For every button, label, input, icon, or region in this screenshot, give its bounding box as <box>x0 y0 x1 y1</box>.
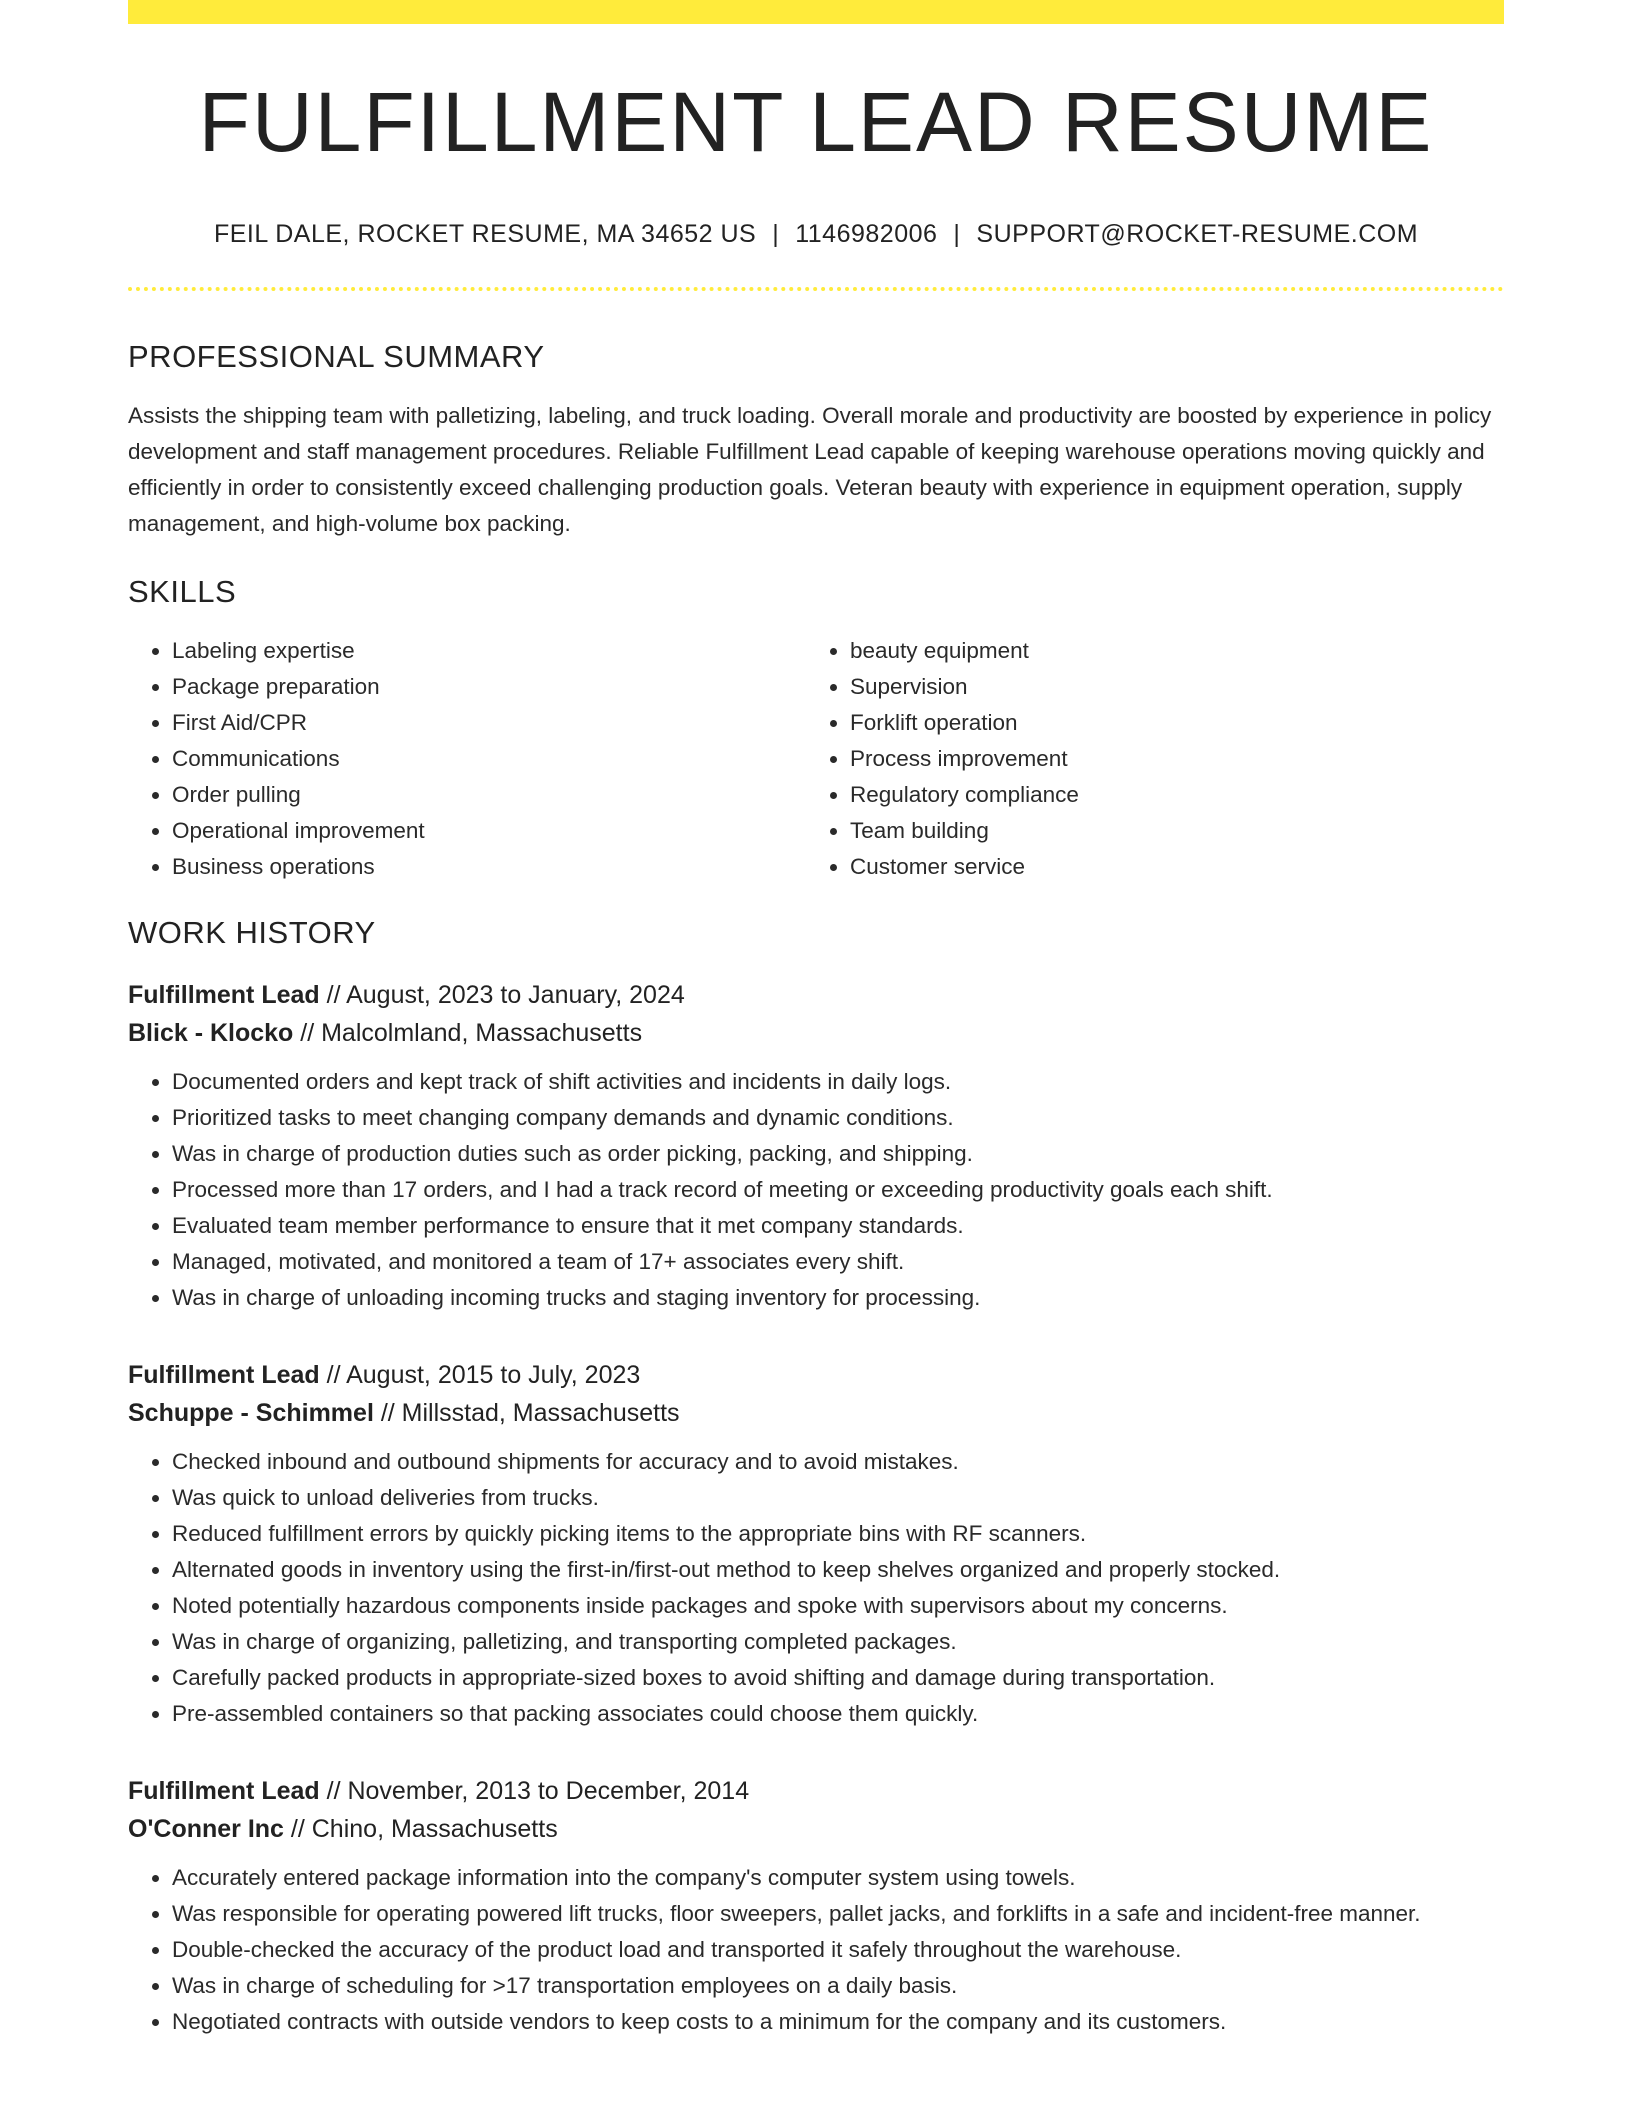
skill-item: • Business operations <box>172 849 806 885</box>
skills-heading: SKILLS <box>128 574 237 609</box>
job-bullet: • Accurately entered package information into the company's computer system using towels. <box>172 1860 1504 1896</box>
job-bullet: • Was quick to unload deliveries from trucks. <box>172 1480 1504 1516</box>
dotted-divider <box>128 287 1504 291</box>
resume-page <box>128 0 1504 2112</box>
skill-item: • Regulatory compliance <box>850 777 1484 813</box>
job-bullet: • Carefully packed products in appropriate-sized boxes to avoid shifting and damage during transportation. <box>172 1660 1504 1696</box>
job-company-line <box>128 1394 1504 1432</box>
summary-text: Assists the shipping team with palletizing, labeling, and truck loading. Overall morale and productivity are boosted by experience in policy development and staff management procedures. Reliable Fulfillment Lead capable of keeping warehouse operations moving quickly and efficiently in order to consistently exceed challenging production goals. Veteran beauty with experience in equipment operation, supply management, and high-volume box packing. <box>128 403 1492 536</box>
skill-item: • Process improvement <box>850 741 1484 777</box>
contact-separator: | <box>953 220 961 248</box>
job-title-line <box>128 1772 1504 1810</box>
job-bullet: • Reduced fulfillment errors by quickly picking items to the appropriate bins with RF scanners. <box>172 1516 1504 1552</box>
job-company-line <box>128 1014 1504 1052</box>
job-company: Schuppe - Schimmel <box>128 1399 374 1427</box>
resume-title: FULFILLMENT LEAD RESUME <box>198 75 1434 169</box>
skill-item: • Team building <box>850 813 1484 849</box>
job-bullet: • Was in charge of scheduling for >17 transportation employees on a daily basis. <box>172 1968 1504 2004</box>
job-bullet: • Documented orders and kept track of shift activities and incidents in daily logs. <box>172 1064 1504 1100</box>
job-bullets <box>128 1444 1504 1732</box>
job-dates: // August, 2015 to July, 2023 <box>319 1361 641 1389</box>
job-title-line <box>128 976 1504 1014</box>
job-bullet: • Prioritized tasks to meet changing company demands and dynamic conditions. <box>172 1100 1504 1136</box>
job-bullet: • Negotiated contracts with outside vendors to keep costs to a minimum for the company and its customers. <box>172 2004 1504 2040</box>
job-bullet: • Pre-assembled containers so that packing associates could choose them quickly. <box>172 1696 1504 1732</box>
job-bullet: • Was responsible for operating powered lift trucks, floor sweepers, pallet jacks, and forklifts in a safe and incident-free manner. <box>172 1896 1504 1932</box>
job-location: // Millsstad, Massachusetts <box>373 1399 680 1427</box>
job-bullet: • Processed more than 17 orders, and I had a track record of meeting or exceeding productivity goals each shift. <box>172 1172 1504 1208</box>
skill-item: • Order pulling <box>172 777 806 813</box>
job-title: Fulfillment Lead <box>128 981 320 1009</box>
skill-item: • Labeling expertise <box>172 633 806 669</box>
skill-item: • beauty equipment <box>850 633 1484 669</box>
accent-top-bar <box>128 0 1504 24</box>
job-company-line <box>128 1810 1504 1848</box>
skills-list-right <box>806 633 1484 885</box>
job-entry <box>128 976 1504 1316</box>
work-history-heading: WORK HISTORY <box>128 915 376 950</box>
contact-line <box>128 222 1504 247</box>
skill-item: • Customer service <box>850 849 1484 885</box>
contact-address: FEIL DALE, ROCKET RESUME, MA 34652 US <box>213 220 757 248</box>
job-bullet: • Managed, motivated, and monitored a team of 17+ associates every shift. <box>172 1244 1504 1280</box>
job-entry <box>128 1772 1504 2040</box>
job-bullets <box>128 1064 1504 1316</box>
job-bullet: • Was in charge of unloading incoming trucks and staging inventory for processing. <box>172 1280 1504 1316</box>
skill-item: • Package preparation <box>172 669 806 705</box>
job-title-line <box>128 1356 1504 1394</box>
job-company: Blick - Klocko <box>128 1019 294 1047</box>
contact-separator: | <box>772 220 780 248</box>
job-dates: // November, 2013 to December, 2014 <box>319 1777 750 1805</box>
skill-item: • First Aid/CPR <box>172 705 806 741</box>
job-location: // Chino, Massachusetts <box>283 1815 558 1843</box>
job-bullet: • Was in charge of organizing, palletizing, and transporting completed packages. <box>172 1624 1504 1660</box>
job-company: O'Conner Inc <box>128 1815 284 1843</box>
skill-item: • Communications <box>172 741 806 777</box>
job-bullet: • Evaluated team member performance to ensure that it met company standards. <box>172 1208 1504 1244</box>
job-bullet: • Noted potentially hazardous components inside packages and spoke with supervisors about my concerns. <box>172 1588 1504 1624</box>
job-title: Fulfillment Lead <box>128 1777 320 1805</box>
skill-item: • Forklift operation <box>850 705 1484 741</box>
contact-phone: 1146982006 <box>795 220 938 248</box>
skills-list-left <box>128 633 806 885</box>
job-bullet: • Double-checked the accuracy of the product load and transported it safely throughout the warehouse. <box>172 1932 1504 1968</box>
summary-heading: PROFESSIONAL SUMMARY <box>128 339 545 374</box>
job-bullet: • Checked inbound and outbound shipments for accuracy and to avoid mistakes. <box>172 1444 1504 1480</box>
job-bullets <box>128 1860 1504 2040</box>
job-dates: // August, 2023 to January, 2024 <box>319 981 685 1009</box>
job-bullet: • Alternated goods in inventory using the first-in/first-out method to keep shelves organized and properly stocked. <box>172 1552 1504 1588</box>
job-entry <box>128 1356 1504 1732</box>
skills-columns <box>128 633 1504 885</box>
skill-item: • Supervision <box>850 669 1484 705</box>
contact-email: SUPPORT@ROCKET-RESUME.COM <box>976 220 1419 248</box>
job-title: Fulfillment Lead <box>128 1361 320 1389</box>
job-location: // Malcolmland, Massachusetts <box>293 1019 643 1047</box>
skill-item: • Operational improvement <box>172 813 806 849</box>
job-bullet: • Was in charge of production duties such as order picking, packing, and shipping. <box>172 1136 1504 1172</box>
